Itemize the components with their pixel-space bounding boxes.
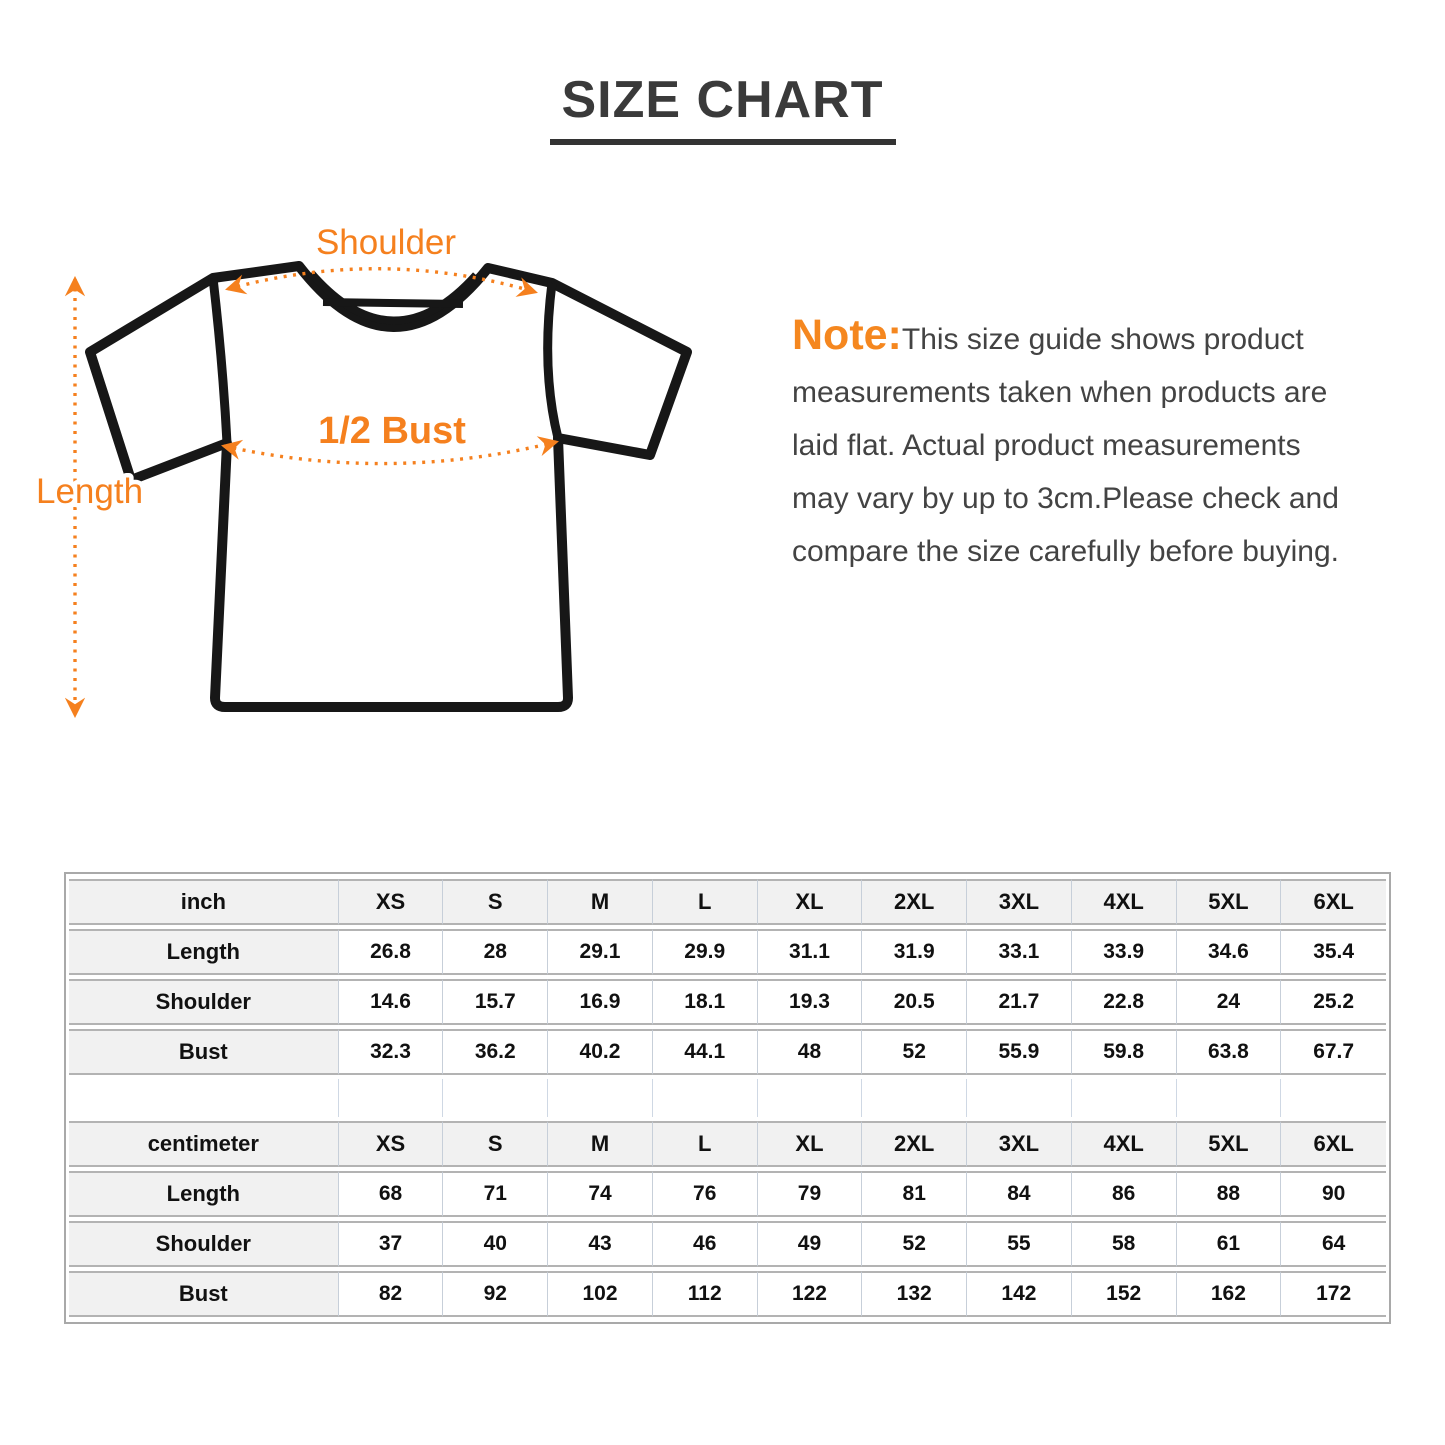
table-cell: M bbox=[548, 1121, 653, 1167]
table-cell bbox=[862, 1079, 967, 1117]
table-cell bbox=[69, 1079, 339, 1117]
table-cell: 90 bbox=[1281, 1171, 1386, 1217]
table-cell: 86 bbox=[1072, 1171, 1177, 1217]
table-cell: 31.9 bbox=[862, 929, 967, 975]
table-cell: 25.2 bbox=[1281, 979, 1386, 1025]
table-cell: 132 bbox=[862, 1271, 967, 1317]
table-cell: 40 bbox=[443, 1221, 548, 1267]
table-cell: 68 bbox=[339, 1171, 444, 1217]
table-cell: Shoulder bbox=[69, 979, 339, 1025]
table-cell: XS bbox=[339, 1121, 444, 1167]
table-cell bbox=[758, 1079, 863, 1117]
table-row bbox=[69, 1029, 1386, 1075]
table-row bbox=[69, 979, 1386, 1025]
table-cell: 52 bbox=[862, 1029, 967, 1075]
table-cell: L bbox=[653, 879, 758, 925]
note-text-line: compare the size carefully before buying. bbox=[792, 535, 1339, 568]
table-cell: 44.1 bbox=[653, 1029, 758, 1075]
table-header-row bbox=[69, 1121, 1386, 1167]
table-cell: 4XL bbox=[1072, 1121, 1177, 1167]
table-cell: 6XL bbox=[1281, 1121, 1386, 1167]
table-cell bbox=[1281, 1079, 1386, 1117]
table-cell bbox=[339, 1079, 444, 1117]
table-cell: 71 bbox=[443, 1171, 548, 1217]
note-line bbox=[792, 309, 1410, 366]
spacer-row bbox=[69, 1079, 1386, 1117]
table-cell: Length bbox=[69, 1171, 339, 1217]
table-cell: 76 bbox=[653, 1171, 758, 1217]
table-cell: 162 bbox=[1177, 1271, 1282, 1317]
table-cell: 122 bbox=[758, 1271, 863, 1317]
table-row bbox=[69, 1221, 1386, 1267]
table-cell: 67.7 bbox=[1281, 1029, 1386, 1075]
table-cell: 22.8 bbox=[1072, 979, 1177, 1025]
table-cell: XL bbox=[758, 1121, 863, 1167]
table-cell: M bbox=[548, 879, 653, 925]
table-cell: 84 bbox=[967, 1171, 1072, 1217]
table-cell: 20.5 bbox=[862, 979, 967, 1025]
bust-label: 1/2 Bust bbox=[318, 410, 466, 452]
table-cell: 74 bbox=[548, 1171, 653, 1217]
table-cell: 88 bbox=[1177, 1171, 1282, 1217]
table-cell: S bbox=[443, 1121, 548, 1167]
table-cell: XL bbox=[758, 879, 863, 925]
table-cell: 142 bbox=[967, 1271, 1072, 1317]
note-text-line: measurements taken when products are bbox=[792, 376, 1328, 409]
table-cell bbox=[967, 1079, 1072, 1117]
note-text-line: laid flat. Actual product measurements bbox=[792, 429, 1301, 462]
table-cell: 26.8 bbox=[339, 929, 444, 975]
length-label: Length bbox=[36, 472, 144, 511]
table-cell: inch bbox=[69, 879, 339, 925]
table-cell: 31.1 bbox=[758, 929, 863, 975]
table-cell: S bbox=[443, 879, 548, 925]
table-cell: 52 bbox=[862, 1221, 967, 1267]
table-cell: 5XL bbox=[1177, 1121, 1282, 1167]
table-cell: 43 bbox=[548, 1221, 653, 1267]
table-cell: 92 bbox=[443, 1271, 548, 1317]
table-cell: 21.7 bbox=[967, 979, 1072, 1025]
note-text-line: may vary by up to 3cm.Please check and bbox=[792, 482, 1339, 515]
table-cell: XS bbox=[339, 879, 444, 925]
table-cell bbox=[1177, 1079, 1282, 1117]
table-cell: 35.4 bbox=[1281, 929, 1386, 975]
table-cell: 19.3 bbox=[758, 979, 863, 1025]
table-cell bbox=[653, 1079, 758, 1117]
table-cell: 59.8 bbox=[1072, 1029, 1177, 1075]
table-cell: 6XL bbox=[1281, 879, 1386, 925]
table-cell: 3XL bbox=[967, 879, 1072, 925]
tshirt-diagram bbox=[30, 215, 800, 775]
table-cell: 37 bbox=[339, 1221, 444, 1267]
size-table-body bbox=[69, 879, 1386, 1317]
table-cell: 29.9 bbox=[653, 929, 758, 975]
table-row bbox=[69, 929, 1386, 975]
table-cell: 49 bbox=[758, 1221, 863, 1267]
table-cell: 2XL bbox=[862, 879, 967, 925]
table-cell bbox=[1072, 1079, 1177, 1117]
table-cell bbox=[548, 1079, 653, 1117]
table-cell: 34.6 bbox=[1177, 929, 1282, 975]
tshirt-outline bbox=[90, 266, 687, 707]
table-cell: 29.1 bbox=[548, 929, 653, 975]
page-title: SIZE CHART bbox=[550, 70, 896, 145]
table-cell: Length bbox=[69, 929, 339, 975]
table-cell: 33.1 bbox=[967, 929, 1072, 975]
size-table bbox=[69, 875, 1386, 1321]
collar-back-line bbox=[323, 302, 463, 304]
table-cell: 48 bbox=[758, 1029, 863, 1075]
table-cell: 24 bbox=[1177, 979, 1282, 1025]
table-cell: 46 bbox=[653, 1221, 758, 1267]
table-cell bbox=[443, 1079, 548, 1117]
table-cell: 172 bbox=[1281, 1271, 1386, 1317]
table-cell: 64 bbox=[1281, 1221, 1386, 1267]
shoulder-label: Shoulder bbox=[315, 223, 457, 262]
note-text-line: This size guide shows product bbox=[901, 323, 1304, 356]
table-cell: 4XL bbox=[1072, 879, 1177, 925]
table-cell: 33.9 bbox=[1072, 929, 1177, 975]
table-cell: Bust bbox=[69, 1029, 339, 1075]
table-cell: 112 bbox=[653, 1271, 758, 1317]
table-cell: 55 bbox=[967, 1221, 1072, 1267]
table-cell: 5XL bbox=[1177, 879, 1282, 925]
table-cell: L bbox=[653, 1121, 758, 1167]
table-cell: 32.3 bbox=[339, 1029, 444, 1075]
table-cell: 63.8 bbox=[1177, 1029, 1282, 1075]
table-cell: 102 bbox=[548, 1271, 653, 1317]
table-cell: 36.2 bbox=[443, 1029, 548, 1075]
note bbox=[792, 309, 1410, 578]
title-wrap bbox=[0, 70, 1445, 145]
table-header-row bbox=[69, 879, 1386, 925]
table-cell: 82 bbox=[339, 1271, 444, 1317]
table-cell: centimeter bbox=[69, 1121, 339, 1167]
table-cell: 14.6 bbox=[339, 979, 444, 1025]
table-cell: 15.7 bbox=[443, 979, 548, 1025]
table-cell: 55.9 bbox=[967, 1029, 1072, 1075]
table-cell: Shoulder bbox=[69, 1221, 339, 1267]
table-row bbox=[69, 1271, 1386, 1317]
table-cell: Bust bbox=[69, 1271, 339, 1317]
table-cell: 81 bbox=[862, 1171, 967, 1217]
table-cell: 58 bbox=[1072, 1221, 1177, 1267]
table-cell: 152 bbox=[1072, 1271, 1177, 1317]
table-cell: 40.2 bbox=[548, 1029, 653, 1075]
note-label: Note: bbox=[792, 311, 902, 359]
table-cell: 18.1 bbox=[653, 979, 758, 1025]
table-cell: 3XL bbox=[967, 1121, 1072, 1167]
size-tables bbox=[64, 872, 1391, 1324]
table-cell: 79 bbox=[758, 1171, 863, 1217]
table-row bbox=[69, 1171, 1386, 1217]
table-cell: 61 bbox=[1177, 1221, 1282, 1267]
table-cell: 16.9 bbox=[548, 979, 653, 1025]
table-cell: 28 bbox=[443, 929, 548, 975]
table-cell: 2XL bbox=[862, 1121, 967, 1167]
